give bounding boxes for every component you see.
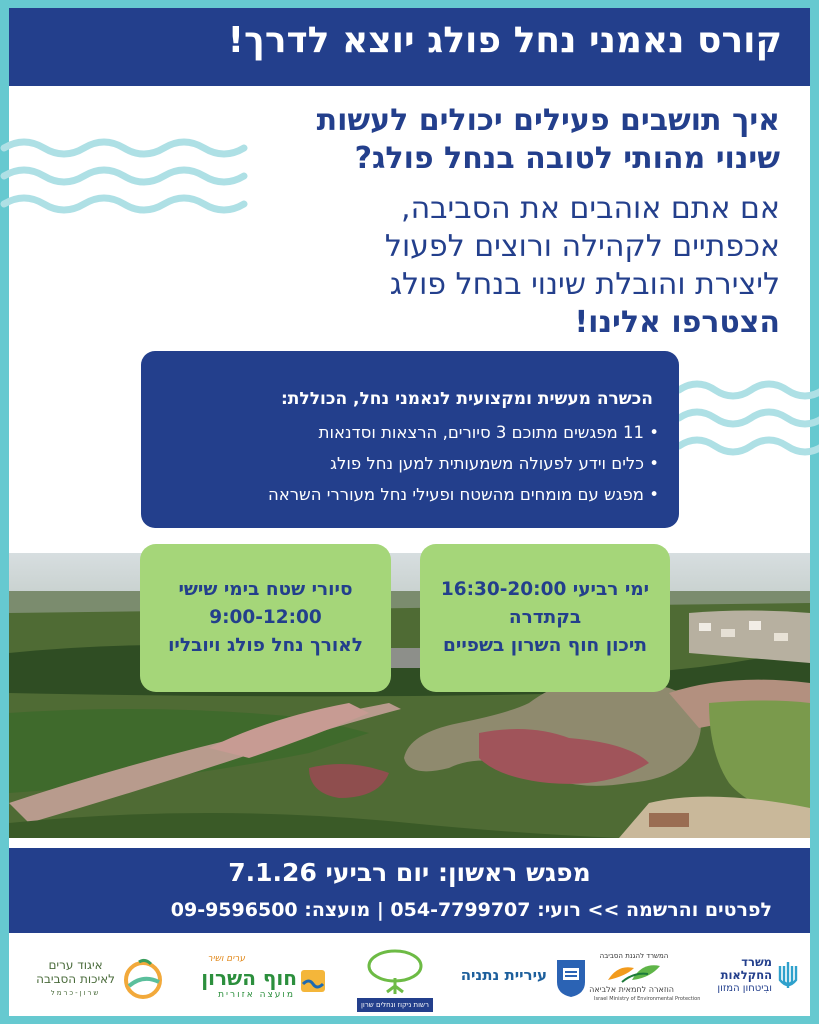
agriculture-line-3: ובִיטחון המזון [717,983,772,994]
question-line-2: שינוי מהותי לטובה בנחל פולג? [354,141,780,176]
training-list [268,417,659,510]
wednesday-meetings-box [420,544,670,692]
cities-association-logo [25,956,165,1006]
agriculture-line-1: משרד [741,955,772,969]
wednesday-school: תיכון חוף השרון בשפיים [443,635,647,656]
partner-logos [9,938,810,1016]
contact-info: לפרטים והרשמה >> רועי: 054-7799707 | מועצה: 09-9596500 [170,899,772,921]
environment-top-label: המשרד להגנת הסביבה [599,952,669,960]
hof-hasharon-name: חוף השרון [201,966,297,990]
hof-hasharon-sub: מועצה אזורית [218,990,295,1000]
association-line-1: איגוד ערים [48,958,103,972]
training-box [141,351,679,528]
netanya-emblem-icon [555,958,587,998]
training-item: • מפגש עם מומחים מהשטח ופעילי נחל מעוררי השראה [268,479,659,510]
training-item: • 11 מפגשים מתוכם 3 סיורים, הרצאות וסדנאות [268,417,659,448]
circle-swirl-icon [121,956,165,1000]
training-item: • כלים וידע לפעולה משמעותית למען נחל פולג [268,448,659,479]
agriculture-line-2: החקלאות [720,968,772,982]
environment-main-label: הוזארה לחמאית אלביאה [589,985,674,994]
intro-line-1: אם אתם אוהבים את הסביבה, [401,191,780,226]
question-heading [180,102,780,178]
page-title: קורס נאמני נחל פולג יוצא לדרך! [227,20,782,61]
association-line-2: לאיכות הסביבה [36,972,115,986]
aerial-river-photo [9,553,810,838]
netanya-label: עיריית נתניה [460,966,547,984]
environment-english-label: Israel Ministry of Environmental Protection [594,996,701,1002]
friday-route: לאורך נחל פולג ויובליו [168,635,363,656]
friday-tours-box [140,544,391,692]
drainage-label: רשות ניקוז ונחלים שרון [357,998,433,1012]
wednesday-venue: בקתדרה [508,607,582,628]
environment-ministry-logo [589,952,701,1008]
intro-line-2: אכפתיים לקהילה ורוצים לפעול [384,229,780,264]
drainage-authority-logo [357,946,433,1012]
training-heading: הכשרה מעשית ומקצועית לנאמני נחל, הכוללת: [281,389,653,409]
wave-decoration-right [679,378,810,458]
hof-hasharon-script: ערים ושיר [207,954,245,964]
friday-time: 9:00-12:00 [209,607,322,628]
agriculture-ministry-logo [717,955,800,1004]
intro-line-3: ליצירת והובלת שינוי בנחל פולג [389,267,780,302]
intro-text [100,190,780,342]
environment-leaf-icon [604,962,664,984]
menorah-icon [776,960,800,990]
wednesday-time: ימי רביעי 16:30-20:00 [440,579,650,600]
poster [9,8,810,1016]
first-meeting-date: מפגש ראשון: יום רביעי 7.1.26 [228,858,591,887]
title-bar [9,8,810,86]
tree-icon [365,948,425,996]
hof-hasharon-logo [185,954,325,1004]
join-us-cta: הצטרפו אלינו! [574,305,780,340]
question-line-1: איך תושבים פעילים יכולים לעשות [316,103,780,138]
friday-title: סיורי שטח בימי שישי [178,579,353,600]
details-bar [9,848,810,933]
hof-hasharon-wave-icon [301,970,325,992]
netanya-logo [437,956,587,1000]
association-line-3: שרון-כרמל [50,989,101,997]
